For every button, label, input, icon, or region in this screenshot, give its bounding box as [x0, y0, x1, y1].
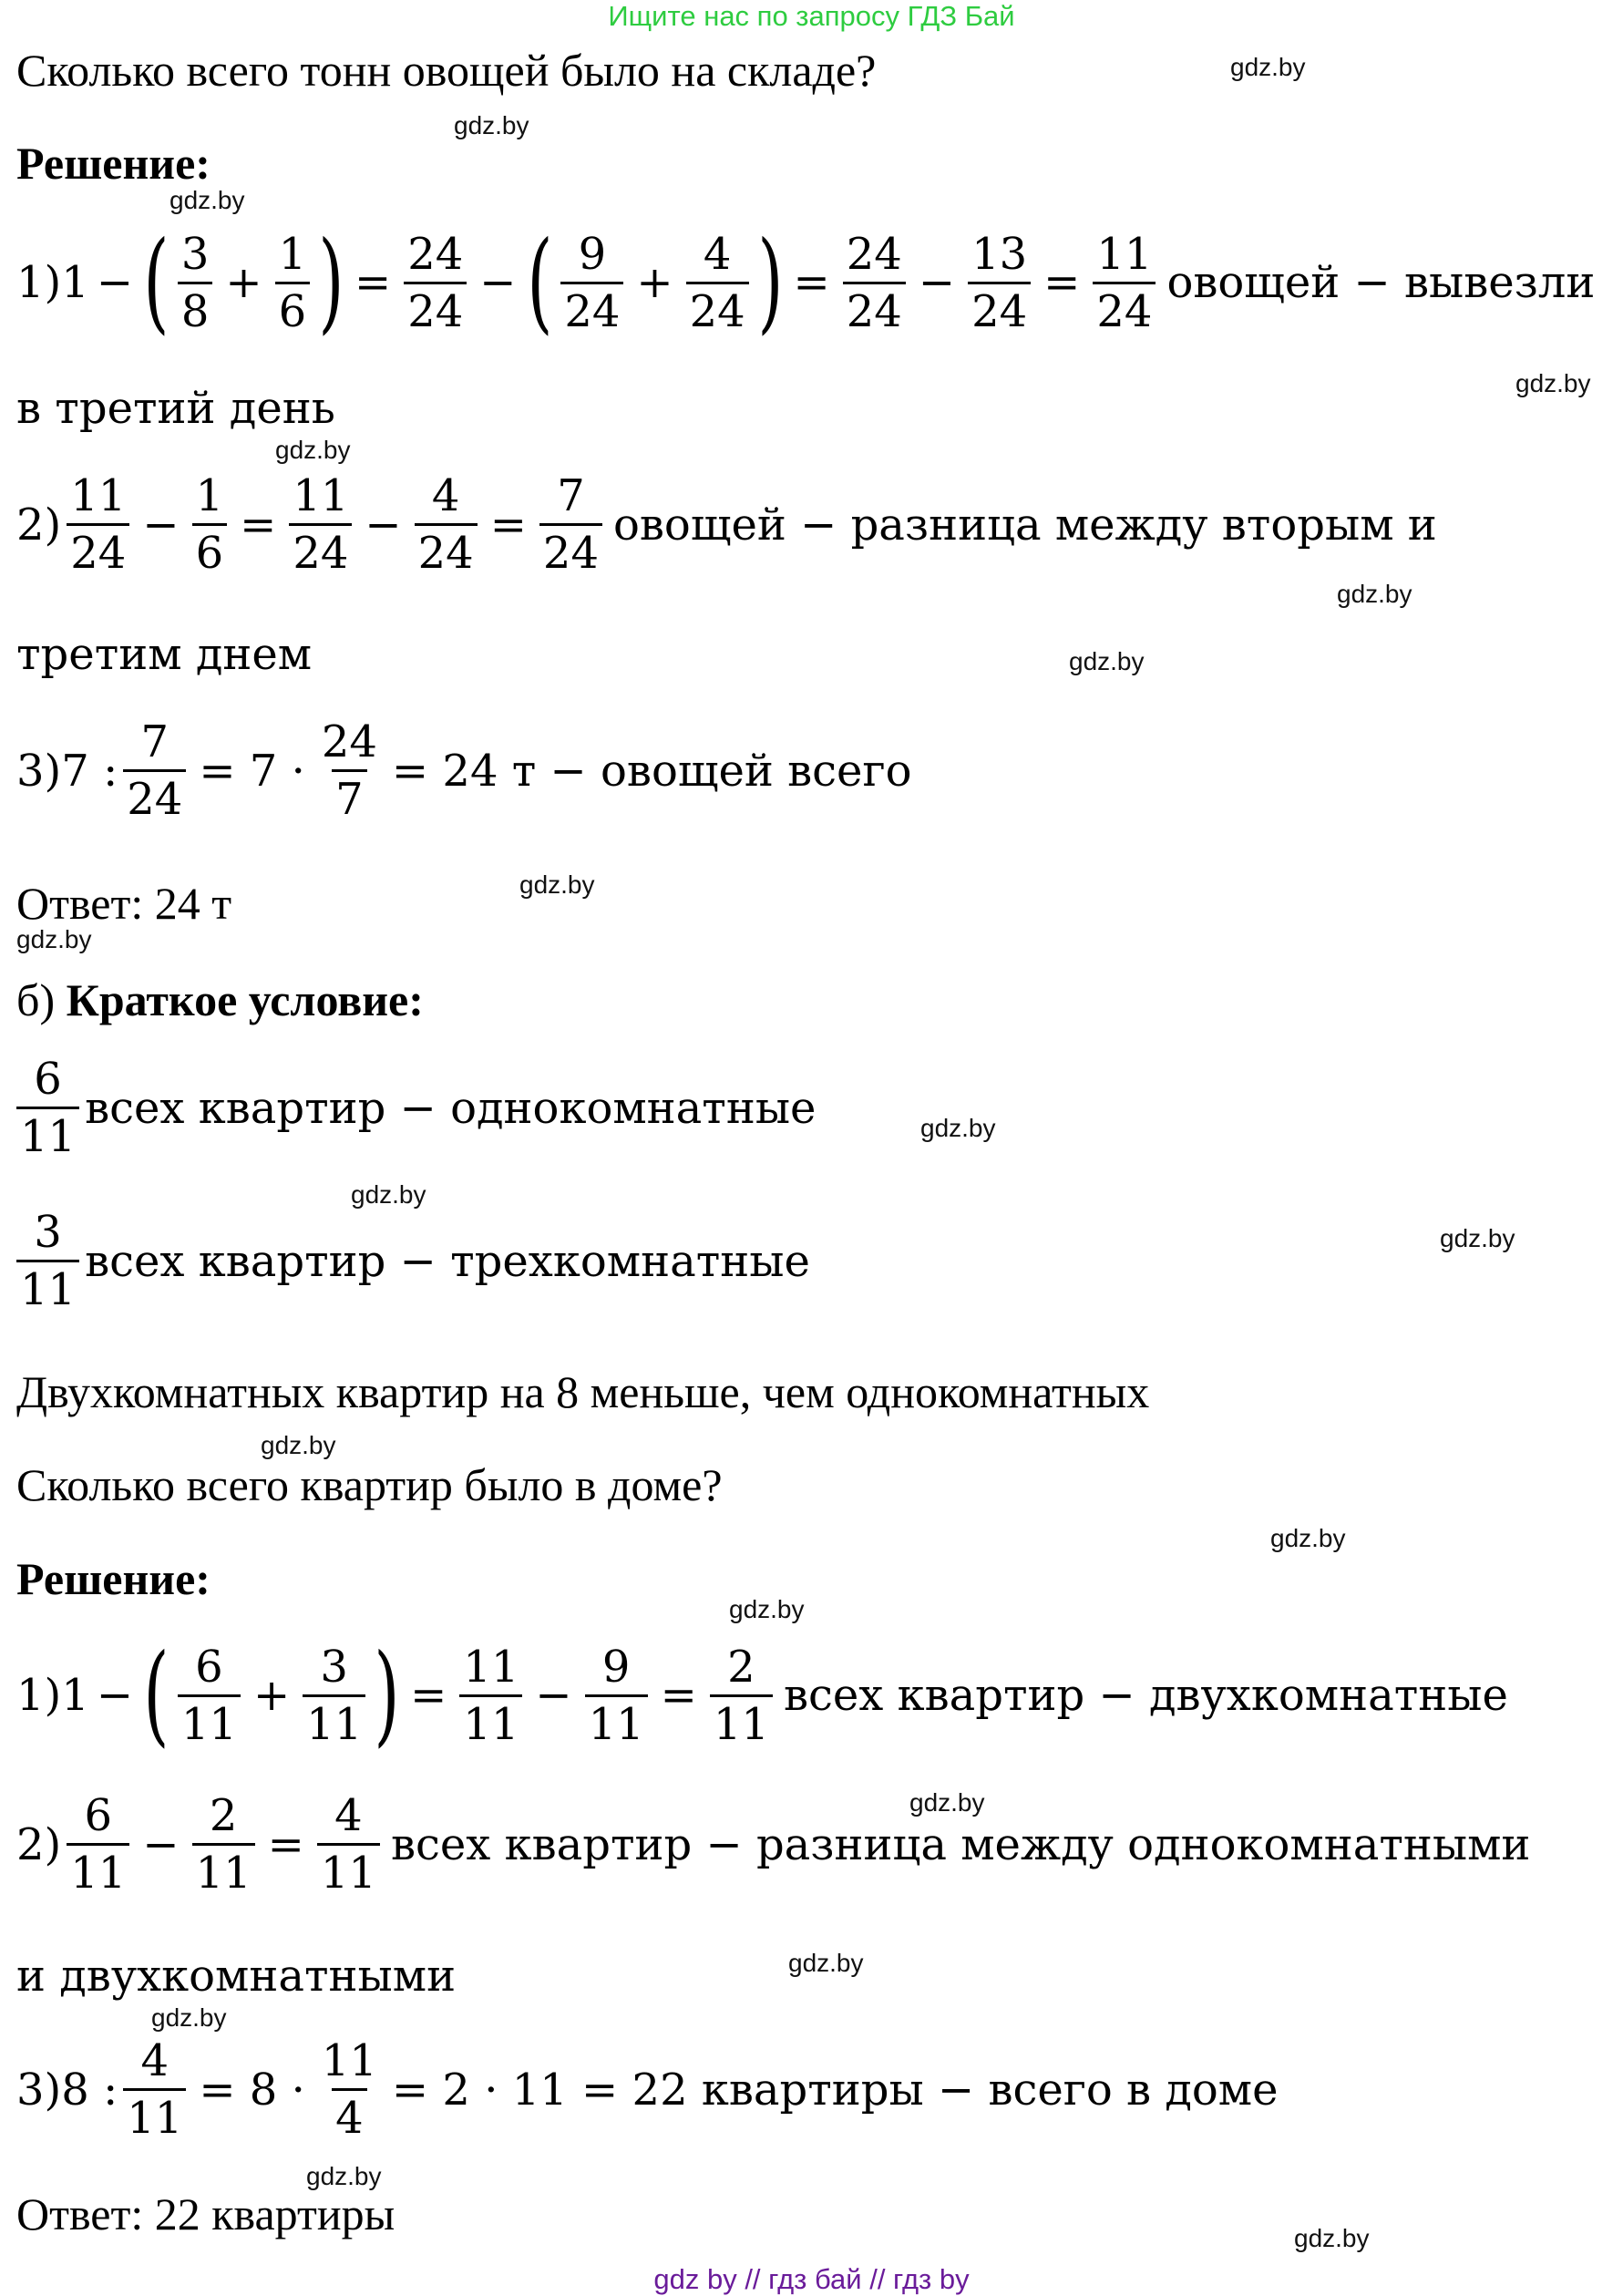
step-text: = 24 т − овощей всего	[391, 745, 912, 797]
step-prefix: 3)8 :	[16, 2064, 118, 2116]
step-1-a	[16, 219, 1596, 345]
fraction: $\frac{11}{4}$	[321, 2035, 377, 2144]
equals-sign: =	[660, 1670, 697, 1721]
step-prefix: 2)	[16, 1818, 62, 1870]
step-prefix: 2)	[16, 499, 62, 551]
step-1-continuation: в третий день	[16, 383, 335, 434]
equals-sign: =	[1043, 257, 1081, 308]
fraction: $\frac{1}{6}$	[275, 232, 311, 334]
minus-sign: −	[96, 257, 134, 308]
watermark: gdz.by	[261, 1431, 336, 1459]
equals-sign: =	[354, 257, 392, 308]
answer-b: Ответ: 22 квартиры	[16, 2188, 395, 2239]
watermark: gdz.by	[519, 870, 595, 899]
fraction: $\frac{11}{24}$	[67, 474, 129, 575]
watermark: gdz.by	[788, 1949, 864, 1977]
condition-1	[16, 1054, 817, 1162]
fraction: $\frac{11}{11}$	[459, 1645, 522, 1746]
step-2-b	[16, 1790, 1531, 1899]
equals-sign: =	[793, 257, 830, 308]
fraction: $\frac{11}{24}$	[1093, 232, 1156, 334]
watermark: gdz.by	[1270, 1524, 1346, 1552]
fraction: $\frac{3}{11}$	[16, 1210, 79, 1312]
minus-sign: −	[535, 1670, 572, 1721]
plus-sign: +	[636, 257, 673, 308]
watermark: gdz.by	[1515, 369, 1591, 397]
part-b-prefix: б)	[16, 974, 56, 1025]
condition-3: Двухкомнатных квартир на 8 меньше, чем однокомнатных	[16, 1366, 1150, 1417]
watermark: gdz.by	[1230, 53, 1306, 81]
step-2-b-continuation: и двухкомнатными	[16, 1951, 457, 2002]
right-paren: )	[374, 1632, 400, 1758]
fraction: $\frac{4}{24}$	[686, 232, 749, 334]
step-text: всех квартир − двухкомнатные	[783, 1670, 1508, 1721]
right-paren: )	[318, 219, 344, 345]
step-text: овощей − вывезли	[1166, 257, 1596, 308]
minus-sign: −	[142, 1818, 180, 1870]
step-text: овощей − разница между вторым и	[613, 499, 1437, 551]
left-paren: (	[526, 219, 552, 345]
fraction: $\frac{24}{7}$	[321, 716, 377, 825]
fraction: $\frac{3}{8}$	[178, 232, 213, 334]
plus-sign: +	[252, 1670, 291, 1721]
fraction: $\frac{9}{11}$	[585, 1645, 648, 1746]
left-paren: (	[143, 1632, 169, 1758]
minus-sign: −	[142, 499, 180, 551]
site-header-banner: Ищите нас по запросу ГДЗ Бай	[608, 0, 1015, 32]
step-mid: = 8 ·	[199, 2064, 305, 2116]
part-b-label	[16, 973, 424, 1026]
watermark: gdz.by	[1337, 580, 1412, 608]
watermark: gdz.by	[1069, 647, 1145, 675]
watermark: gdz.by	[306, 2162, 382, 2190]
fraction: $\frac{24}{24}$	[843, 232, 906, 334]
equals-sign: =	[240, 499, 277, 551]
minus-sign: −	[96, 1670, 134, 1721]
equals-sign: =	[489, 499, 527, 551]
minus-sign: −	[918, 257, 956, 308]
fraction: $\frac{13}{24}$	[968, 232, 1031, 334]
solution-label-b: Решение:	[16, 1553, 211, 1604]
step-2-continuation: третим днем	[16, 629, 313, 680]
site-footer-links[interactable]: gdz by // гдз бай // гдз by	[653, 2263, 970, 2295]
step-3-a	[16, 716, 912, 825]
fraction: $\frac{9}{24}$	[560, 232, 623, 334]
watermark: gdz.by	[16, 925, 92, 953]
fraction: $\frac{6}{11}$	[178, 1645, 241, 1746]
fraction: $\frac{11}{24}$	[289, 474, 352, 575]
watermark: gdz.by	[920, 1114, 996, 1142]
step-prefix: 1)1	[16, 257, 89, 308]
plus-sign: +	[225, 257, 262, 308]
step-prefix: 3)7 :	[16, 745, 118, 797]
answer-a: Ответ: 24 т	[16, 878, 232, 929]
condition-2	[16, 1207, 810, 1315]
fraction: $\frac{4}{11}$	[317, 1794, 380, 1895]
left-paren: (	[143, 219, 169, 345]
right-paren: )	[757, 219, 784, 345]
step-3-b	[16, 2035, 1279, 2144]
minus-sign: −	[365, 499, 402, 551]
fraction: $\frac{6}{11}$	[16, 1057, 79, 1158]
question-b: Сколько всего квартир было в доме?	[16, 1459, 723, 1510]
question-a: Сколько всего тонн овощей было на складе?	[16, 45, 877, 96]
step-2-a	[16, 470, 1437, 579]
fraction: $\frac{3}{11}$	[303, 1645, 365, 1746]
minus-sign: −	[479, 257, 517, 308]
step-prefix: 1)1	[16, 1670, 89, 1721]
fraction: $\frac{6}{11}$	[67, 1794, 129, 1895]
condition-text: всех квартир − трехкомнатные	[85, 1235, 810, 1287]
step-mid: = 7 ·	[199, 745, 305, 797]
watermark: gdz.by	[151, 2003, 227, 2032]
watermark: gdz.by	[909, 1788, 985, 1817]
watermark: gdz.by	[275, 436, 351, 464]
watermark: gdz.by	[729, 1595, 805, 1623]
fraction: $\frac{2}{11}$	[710, 1645, 773, 1746]
watermark: gdz.by	[351, 1180, 426, 1209]
step-text: всех квартир − разница между однокомнатными	[390, 1818, 1531, 1870]
short-condition-label: Краткое условие:	[66, 974, 424, 1025]
solution-label-a: Решение:	[16, 138, 211, 189]
equals-sign: =	[267, 1818, 304, 1870]
fraction: $\frac{4}{24}$	[415, 474, 478, 575]
watermark: gdz.by	[169, 186, 245, 214]
watermark: gdz.by	[454, 111, 529, 139]
equals-sign: =	[410, 1670, 447, 1721]
step-1-b	[16, 1632, 1508, 1758]
fraction: $\frac{1}{6}$	[192, 474, 228, 575]
fraction: $\frac{4}{11}$	[123, 2039, 186, 2140]
step-text: = 2 · 11 = 22 квартиры − всего в доме	[391, 2064, 1279, 2116]
fraction: $\frac{7}{24}$	[539, 474, 602, 575]
watermark: gdz.by	[1294, 2224, 1370, 2252]
fraction: $\frac{24}{24}$	[404, 232, 467, 334]
watermark: gdz.by	[1440, 1224, 1515, 1252]
condition-text: всех квартир − однокомнатные	[85, 1082, 817, 1134]
fraction: $\frac{7}{24}$	[123, 720, 186, 821]
fraction: $\frac{2}{11}$	[192, 1794, 255, 1895]
